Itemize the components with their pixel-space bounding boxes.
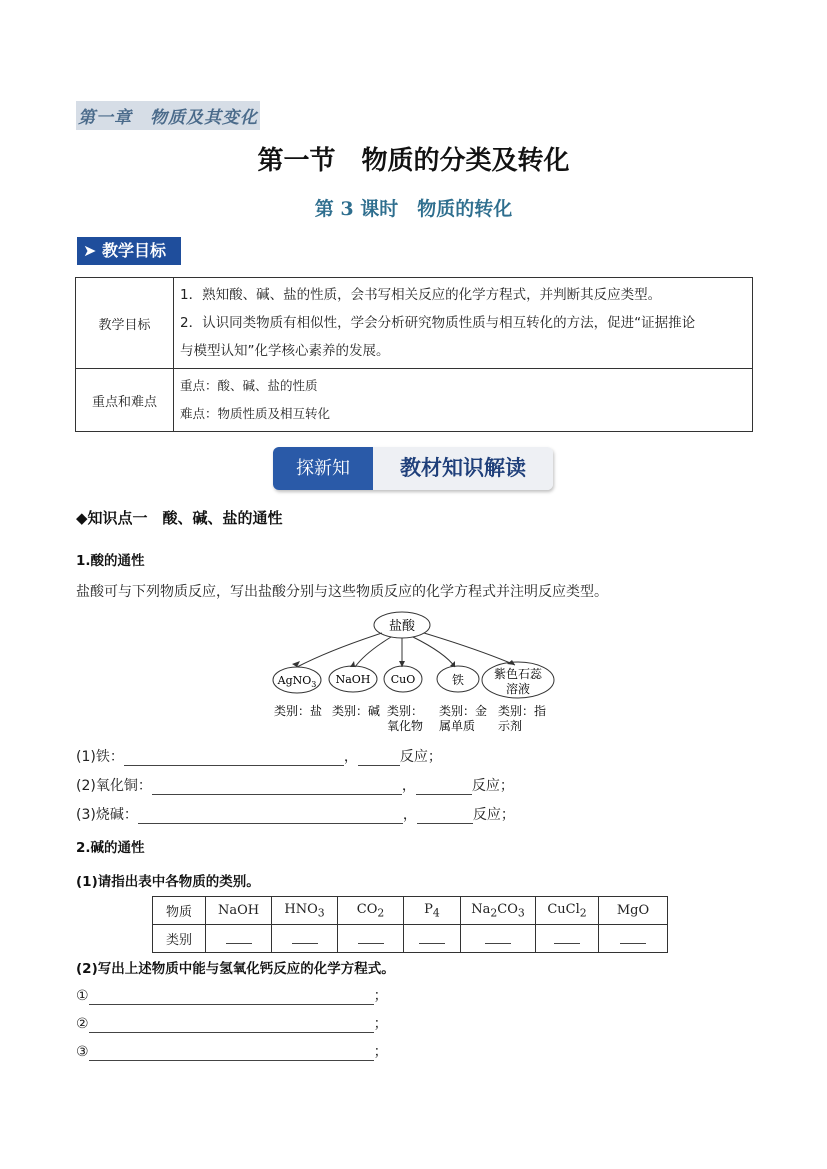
substance-cell: CuCl$_2$ — [536, 897, 599, 925]
objectives-table — [75, 277, 753, 432]
answer-blank[interactable] — [124, 751, 344, 766]
category-label: 属单质 — [439, 719, 476, 733]
node-naoh: NaOH — [335, 673, 371, 686]
answer-blank[interactable] — [138, 809, 403, 824]
chapter-label: 第一章 物质及其变化 — [76, 101, 260, 130]
substance-cell: MgO — [599, 897, 668, 925]
arrow-agno3 — [297, 633, 382, 667]
table-row — [76, 278, 753, 369]
table-row — [76, 369, 753, 432]
substance-cell: $HNO_3$ — [272, 897, 338, 925]
node-litmus-line2: 溶液 — [505, 682, 531, 696]
objective-line: 1．熟知酸、碱、盐的性质，会书写相关反应的化学方程式，并判断其反应类型。 — [180, 287, 662, 303]
row-label: 物质 — [153, 897, 206, 925]
substance-cell: $CO_2$ — [338, 897, 404, 925]
section-title: 第一节 物质的分类及转化 — [257, 146, 570, 176]
category-table — [152, 896, 668, 953]
objectives-badge: ➤ 教学目标 — [77, 237, 181, 265]
category-blank-cell[interactable] — [272, 925, 338, 953]
category-blank-cell[interactable] — [206, 925, 272, 953]
category-blank-cell[interactable] — [404, 925, 461, 953]
category-blank-cell[interactable] — [338, 925, 404, 953]
node-fe: 铁 — [451, 673, 465, 687]
equation-blank[interactable] — [89, 990, 374, 1005]
answer-line-3: ③ ； — [76, 1044, 388, 1060]
arrow-naoh — [355, 637, 391, 667]
category-label: 类别： — [387, 704, 424, 718]
table-row — [153, 897, 668, 925]
objectives-label: 教学目标 — [76, 278, 174, 369]
arrow-fe — [413, 637, 455, 667]
substance-cell: NaOH — [206, 897, 272, 925]
acid-diagram — [260, 605, 570, 740]
equation-blank[interactable] — [89, 1046, 374, 1061]
keypoint-line: 难点：物质性质及相互转化 — [180, 406, 331, 421]
category-label: 类别：指 — [498, 704, 547, 718]
node-litmus: 紫色石蕊 — [493, 667, 543, 681]
equation-blank[interactable] — [89, 1018, 374, 1033]
category-label: 类别：盐 — [274, 704, 323, 718]
acid-heading: 1.酸的通性 — [76, 553, 145, 569]
category-blank-cell[interactable] — [461, 925, 536, 953]
category-label: 氧化物 — [387, 719, 424, 733]
answer-line-2: ② ； — [76, 1016, 388, 1032]
banner-left: 探新知 — [273, 447, 373, 490]
section-banner — [273, 447, 553, 490]
category-blank-cell[interactable] — [599, 925, 668, 953]
arrow-litmus — [424, 633, 515, 665]
base-heading: 2.碱的通性 — [76, 840, 145, 856]
objectives-content — [174, 278, 753, 369]
category-label: 类别：金 — [439, 704, 488, 718]
acid-intro: 盐酸可与下列物质反应，写出盐酸分别与这些物质反应的化学方程式并注明反应类型。 — [76, 584, 608, 600]
keypoint-line: 重点：酸、碱、盐的性质 — [180, 378, 318, 393]
node-cuo: CuO — [390, 673, 416, 686]
row-label: 类别 — [153, 925, 206, 953]
keypoints-content — [174, 369, 753, 432]
type-blank[interactable] — [416, 780, 472, 795]
question-3: (3)烧碱： ， 反应； — [76, 807, 515, 823]
substance-cell: $P_4$ — [404, 897, 461, 925]
lesson-title: 第 3 课时 物质的转化 — [314, 198, 513, 220]
objective-line: 2．认识同类物质有相似性，学会分析研究物质性质与相互转化的方法，促进“证据推论 — [180, 315, 696, 331]
answer-blank[interactable] — [152, 780, 402, 795]
category-blank-cell[interactable] — [536, 925, 599, 953]
question-1: (1)铁： ， 反应； — [76, 749, 442, 765]
table-row — [153, 925, 668, 953]
banner-right: 教材知识解读 — [373, 447, 553, 490]
type-blank[interactable] — [358, 751, 400, 766]
base-q1: (1)请指出表中各物质的类别。 — [76, 874, 260, 890]
substance-cell: $Na_2CO_3$ — [461, 897, 536, 925]
node-agno3: AgNO$_3$ — [277, 674, 317, 689]
base-q2: (2)写出上述物质中能与氢氧化钙反应的化学方程式。 — [76, 961, 395, 977]
keypoints-label: 重点和难点 — [76, 369, 174, 432]
diagram-center: 盐酸 — [388, 619, 416, 634]
knowledge-title: ◆知识点一 酸、碱、盐的通性 — [76, 509, 283, 527]
category-label: 类别：碱 — [332, 704, 381, 718]
objective-line: 与模型认知”化学核心素养的发展。 — [180, 343, 390, 359]
question-2: (2)氧化铜： ， 反应； — [76, 778, 514, 794]
answer-line-1: ① ； — [76, 988, 388, 1004]
category-label: 示剂 — [498, 719, 523, 733]
type-blank[interactable] — [417, 809, 473, 824]
